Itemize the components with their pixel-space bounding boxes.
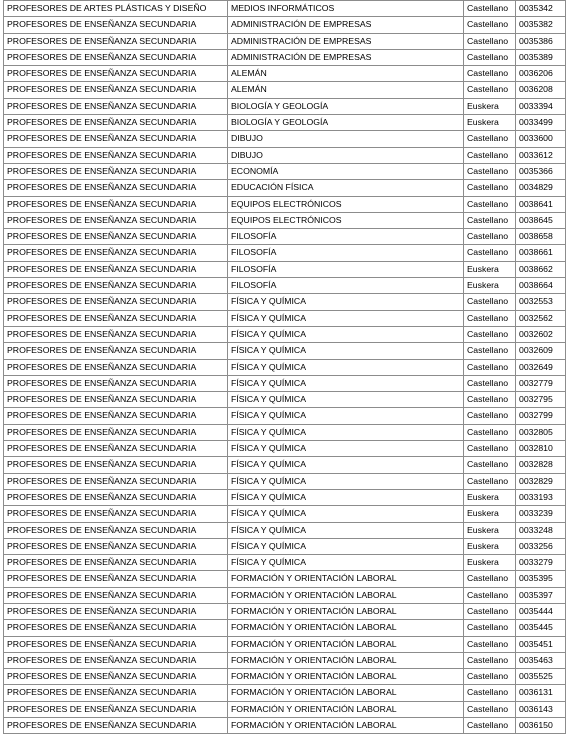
codigo-cell: 0035389 [516, 49, 566, 65]
cuerpo-cell: PROFESORES DE ENSEÑANZA SECUNDARIA [4, 522, 228, 538]
especialidad-cell: FORMACIÓN Y ORIENTACIÓN LABORAL [228, 587, 464, 603]
especialidad-cell: FILOSOFÍA [228, 229, 464, 245]
codigo-cell: 0038641 [516, 196, 566, 212]
codigo-cell: 0032562 [516, 310, 566, 326]
codigo-cell: 0033499 [516, 115, 566, 131]
table-row [4, 718, 566, 734]
especialidad-cell: FÍSICA Y QUÍMICA [228, 326, 464, 342]
idioma-cell: Euskera [464, 98, 516, 114]
especialidad-cell: FORMACIÓN Y ORIENTACIÓN LABORAL [228, 701, 464, 717]
codigo-cell: 0032829 [516, 473, 566, 489]
cuerpo-cell: PROFESORES DE ENSEÑANZA SECUNDARIA [4, 163, 228, 179]
especialidad-cell: FÍSICA Y QUÍMICA [228, 457, 464, 473]
cuerpo-cell: PROFESORES DE ENSEÑANZA SECUNDARIA [4, 506, 228, 522]
especialidad-cell: FÍSICA Y QUÍMICA [228, 424, 464, 440]
document-page [3, 0, 565, 734]
cuerpo-cell: PROFESORES DE ENSEÑANZA SECUNDARIA [4, 326, 228, 342]
cuerpo-cell: PROFESORES DE ENSEÑANZA SECUNDARIA [4, 310, 228, 326]
cuerpo-cell: PROFESORES DE ENSEÑANZA SECUNDARIA [4, 147, 228, 163]
idioma-cell: Euskera [464, 261, 516, 277]
codigo-cell: 0033279 [516, 555, 566, 571]
cuerpo-cell: PROFESORES DE ENSEÑANZA SECUNDARIA [4, 685, 228, 701]
cuerpo-cell: PROFESORES DE ENSEÑANZA SECUNDARIA [4, 441, 228, 457]
cuerpo-cell: PROFESORES DE ENSEÑANZA SECUNDARIA [4, 196, 228, 212]
table-row [4, 212, 566, 228]
especialidad-cell: EQUIPOS ELECTRÓNICOS [228, 196, 464, 212]
codigo-cell: 0035395 [516, 571, 566, 587]
table-row [4, 669, 566, 685]
idioma-cell: Castellano [464, 587, 516, 603]
codigo-cell: 0038664 [516, 278, 566, 294]
idioma-cell: Castellano [464, 701, 516, 717]
idioma-cell: Euskera [464, 489, 516, 505]
idioma-cell: Castellano [464, 147, 516, 163]
codigo-cell: 0032795 [516, 392, 566, 408]
idioma-cell: Euskera [464, 506, 516, 522]
especialidad-cell: FÍSICA Y QUÍMICA [228, 489, 464, 505]
idioma-cell: Euskera [464, 115, 516, 131]
codigo-cell: 0036206 [516, 66, 566, 82]
codigo-cell: 0035342 [516, 1, 566, 17]
codigo-cell: 0035445 [516, 620, 566, 636]
codigo-cell: 0035382 [516, 17, 566, 33]
idioma-cell: Castellano [464, 212, 516, 228]
especialidad-cell: DIBUJO [228, 131, 464, 147]
table-row [4, 424, 566, 440]
cuerpo-cell: PROFESORES DE ENSEÑANZA SECUNDARIA [4, 538, 228, 554]
especialidad-cell: FÍSICA Y QUÍMICA [228, 359, 464, 375]
cuerpo-cell: PROFESORES DE ENSEÑANZA SECUNDARIA [4, 294, 228, 310]
idioma-cell: Castellano [464, 294, 516, 310]
table-row [4, 506, 566, 522]
table-row [4, 131, 566, 147]
especialidad-cell: BIOLOGÍA Y GEOLOGÍA [228, 98, 464, 114]
cuerpo-cell: PROFESORES DE ENSEÑANZA SECUNDARIA [4, 636, 228, 652]
idioma-cell: Euskera [464, 522, 516, 538]
especialidad-cell: BIOLOGÍA Y GEOLOGÍA [228, 115, 464, 131]
idioma-cell: Castellano [464, 408, 516, 424]
table-row [4, 17, 566, 33]
positions-table [3, 0, 566, 734]
cuerpo-cell: PROFESORES DE ENSEÑANZA SECUNDARIA [4, 555, 228, 571]
idioma-cell: Castellano [464, 82, 516, 98]
especialidad-cell: MEDIOS INFORMÁTICOS [228, 1, 464, 17]
table-row [4, 310, 566, 326]
idioma-cell: Castellano [464, 196, 516, 212]
idioma-cell: Castellano [464, 718, 516, 734]
codigo-cell: 0035397 [516, 587, 566, 603]
idioma-cell: Castellano [464, 424, 516, 440]
table-row [4, 555, 566, 571]
especialidad-cell: FÍSICA Y QUÍMICA [228, 310, 464, 326]
table-row [4, 441, 566, 457]
especialidad-cell: FORMACIÓN Y ORIENTACIÓN LABORAL [228, 571, 464, 587]
cuerpo-cell: PROFESORES DE ENSEÑANZA SECUNDARIA [4, 98, 228, 114]
codigo-cell: 0032602 [516, 326, 566, 342]
cuerpo-cell: PROFESORES DE ARTES PLÁSTICAS Y DISEÑO [4, 1, 228, 17]
table-row [4, 66, 566, 82]
cuerpo-cell: PROFESORES DE ENSEÑANZA SECUNDARIA [4, 473, 228, 489]
codigo-cell: 0035525 [516, 669, 566, 685]
codigo-cell: 0038658 [516, 229, 566, 245]
idioma-cell: Castellano [464, 245, 516, 261]
idioma-cell: Castellano [464, 163, 516, 179]
idioma-cell: Castellano [464, 343, 516, 359]
table-row [4, 652, 566, 668]
codigo-cell: 0032553 [516, 294, 566, 310]
codigo-cell: 0035463 [516, 652, 566, 668]
idioma-cell: Castellano [464, 180, 516, 196]
table-row [4, 229, 566, 245]
especialidad-cell: FÍSICA Y QUÍMICA [228, 408, 464, 424]
table-row [4, 1, 566, 17]
especialidad-cell: FORMACIÓN Y ORIENTACIÓN LABORAL [228, 620, 464, 636]
table-row [4, 538, 566, 554]
codigo-cell: 0035444 [516, 603, 566, 619]
cuerpo-cell: PROFESORES DE ENSEÑANZA SECUNDARIA [4, 620, 228, 636]
table-row [4, 571, 566, 587]
table-row [4, 587, 566, 603]
especialidad-cell: FÍSICA Y QUÍMICA [228, 538, 464, 554]
idioma-cell: Castellano [464, 229, 516, 245]
table-row [4, 701, 566, 717]
table-row [4, 489, 566, 505]
cuerpo-cell: PROFESORES DE ENSEÑANZA SECUNDARIA [4, 66, 228, 82]
table-row [4, 245, 566, 261]
table-row [4, 522, 566, 538]
codigo-cell: 0035386 [516, 33, 566, 49]
especialidad-cell: FÍSICA Y QUÍMICA [228, 343, 464, 359]
cuerpo-cell: PROFESORES DE ENSEÑANZA SECUNDARIA [4, 33, 228, 49]
especialidad-cell: FÍSICA Y QUÍMICA [228, 294, 464, 310]
especialidad-cell: FORMACIÓN Y ORIENTACIÓN LABORAL [228, 652, 464, 668]
table-row [4, 180, 566, 196]
table-row [4, 82, 566, 98]
especialidad-cell: DIBUJO [228, 147, 464, 163]
cuerpo-cell: PROFESORES DE ENSEÑANZA SECUNDARIA [4, 17, 228, 33]
idioma-cell: Castellano [464, 652, 516, 668]
cuerpo-cell: PROFESORES DE ENSEÑANZA SECUNDARIA [4, 408, 228, 424]
idioma-cell: Castellano [464, 603, 516, 619]
cuerpo-cell: PROFESORES DE ENSEÑANZA SECUNDARIA [4, 131, 228, 147]
especialidad-cell: FILOSOFÍA [228, 245, 464, 261]
cuerpo-cell: PROFESORES DE ENSEÑANZA SECUNDARIA [4, 359, 228, 375]
especialidad-cell: FÍSICA Y QUÍMICA [228, 441, 464, 457]
table-row [4, 278, 566, 294]
especialidad-cell: FÍSICA Y QUÍMICA [228, 392, 464, 408]
cuerpo-cell: PROFESORES DE ENSEÑANZA SECUNDARIA [4, 261, 228, 277]
codigo-cell: 0036143 [516, 701, 566, 717]
codigo-cell: 0032805 [516, 424, 566, 440]
idioma-cell: Euskera [464, 278, 516, 294]
idioma-cell: Castellano [464, 473, 516, 489]
especialidad-cell: ECONOMÍA [228, 163, 464, 179]
especialidad-cell: FÍSICA Y QUÍMICA [228, 473, 464, 489]
especialidad-cell: ALEMÁN [228, 82, 464, 98]
table-row [4, 636, 566, 652]
table-row [4, 603, 566, 619]
idioma-cell: Castellano [464, 66, 516, 82]
codigo-cell: 0033256 [516, 538, 566, 554]
idioma-cell: Castellano [464, 457, 516, 473]
idioma-cell: Euskera [464, 555, 516, 571]
especialidad-cell: EDUCACIÓN FÍSICA [228, 180, 464, 196]
cuerpo-cell: PROFESORES DE ENSEÑANZA SECUNDARIA [4, 669, 228, 685]
codigo-cell: 0033612 [516, 147, 566, 163]
especialidad-cell: FORMACIÓN Y ORIENTACIÓN LABORAL [228, 718, 464, 734]
codigo-cell: 0035366 [516, 163, 566, 179]
especialidad-cell: ADMINISTRACIÓN DE EMPRESAS [228, 33, 464, 49]
codigo-cell: 0032609 [516, 343, 566, 359]
table-row [4, 294, 566, 310]
codigo-cell: 0033248 [516, 522, 566, 538]
table-row [4, 457, 566, 473]
especialidad-cell: FÍSICA Y QUÍMICA [228, 555, 464, 571]
codigo-cell: 0034829 [516, 180, 566, 196]
cuerpo-cell: PROFESORES DE ENSEÑANZA SECUNDARIA [4, 375, 228, 391]
idioma-cell: Castellano [464, 669, 516, 685]
cuerpo-cell: PROFESORES DE ENSEÑANZA SECUNDARIA [4, 343, 228, 359]
table-row [4, 115, 566, 131]
especialidad-cell: ADMINISTRACIÓN DE EMPRESAS [228, 49, 464, 65]
idioma-cell: Castellano [464, 33, 516, 49]
cuerpo-cell: PROFESORES DE ENSEÑANZA SECUNDARIA [4, 82, 228, 98]
cuerpo-cell: PROFESORES DE ENSEÑANZA SECUNDARIA [4, 718, 228, 734]
table-row [4, 98, 566, 114]
table-row [4, 196, 566, 212]
idioma-cell: Castellano [464, 571, 516, 587]
codigo-cell: 0038662 [516, 261, 566, 277]
idioma-cell: Castellano [464, 326, 516, 342]
table-row [4, 620, 566, 636]
codigo-cell: 0032649 [516, 359, 566, 375]
especialidad-cell: ALEMÁN [228, 66, 464, 82]
codigo-cell: 0032779 [516, 375, 566, 391]
cuerpo-cell: PROFESORES DE ENSEÑANZA SECUNDARIA [4, 489, 228, 505]
idioma-cell: Castellano [464, 685, 516, 701]
codigo-cell: 0036208 [516, 82, 566, 98]
especialidad-cell: FORMACIÓN Y ORIENTACIÓN LABORAL [228, 669, 464, 685]
codigo-cell: 0033394 [516, 98, 566, 114]
especialidad-cell: FÍSICA Y QUÍMICA [228, 375, 464, 391]
table-row [4, 33, 566, 49]
especialidad-cell: FORMACIÓN Y ORIENTACIÓN LABORAL [228, 636, 464, 652]
table-row [4, 392, 566, 408]
table-row [4, 473, 566, 489]
positions-table-body [4, 1, 566, 734]
cuerpo-cell: PROFESORES DE ENSEÑANZA SECUNDARIA [4, 457, 228, 473]
idioma-cell: Castellano [464, 1, 516, 17]
idioma-cell: Castellano [464, 131, 516, 147]
codigo-cell: 0038645 [516, 212, 566, 228]
codigo-cell: 0033600 [516, 131, 566, 147]
cuerpo-cell: PROFESORES DE ENSEÑANZA SECUNDARIA [4, 180, 228, 196]
cuerpo-cell: PROFESORES DE ENSEÑANZA SECUNDARIA [4, 424, 228, 440]
codigo-cell: 0033193 [516, 489, 566, 505]
especialidad-cell: FORMACIÓN Y ORIENTACIÓN LABORAL [228, 603, 464, 619]
cuerpo-cell: PROFESORES DE ENSEÑANZA SECUNDARIA [4, 603, 228, 619]
especialidad-cell: EQUIPOS ELECTRÓNICOS [228, 212, 464, 228]
codigo-cell: 0032828 [516, 457, 566, 473]
table-row [4, 147, 566, 163]
idioma-cell: Castellano [464, 310, 516, 326]
idioma-cell: Castellano [464, 392, 516, 408]
especialidad-cell: ADMINISTRACIÓN DE EMPRESAS [228, 17, 464, 33]
idioma-cell: Castellano [464, 359, 516, 375]
codigo-cell: 0032810 [516, 441, 566, 457]
cuerpo-cell: PROFESORES DE ENSEÑANZA SECUNDARIA [4, 229, 228, 245]
codigo-cell: 0032799 [516, 408, 566, 424]
cuerpo-cell: PROFESORES DE ENSEÑANZA SECUNDARIA [4, 212, 228, 228]
table-row [4, 326, 566, 342]
idioma-cell: Castellano [464, 441, 516, 457]
codigo-cell: 0036150 [516, 718, 566, 734]
table-row [4, 49, 566, 65]
codigo-cell: 0033239 [516, 506, 566, 522]
idioma-cell: Castellano [464, 17, 516, 33]
cuerpo-cell: PROFESORES DE ENSEÑANZA SECUNDARIA [4, 278, 228, 294]
codigo-cell: 0036131 [516, 685, 566, 701]
especialidad-cell: FÍSICA Y QUÍMICA [228, 522, 464, 538]
idioma-cell: Castellano [464, 636, 516, 652]
especialidad-cell: FILOSOFÍA [228, 261, 464, 277]
table-row [4, 261, 566, 277]
cuerpo-cell: PROFESORES DE ENSEÑANZA SECUNDARIA [4, 587, 228, 603]
codigo-cell: 0038661 [516, 245, 566, 261]
especialidad-cell: FÍSICA Y QUÍMICA [228, 506, 464, 522]
table-row [4, 685, 566, 701]
table-row [4, 163, 566, 179]
table-row [4, 375, 566, 391]
idioma-cell: Euskera [464, 538, 516, 554]
cuerpo-cell: PROFESORES DE ENSEÑANZA SECUNDARIA [4, 392, 228, 408]
table-row [4, 359, 566, 375]
cuerpo-cell: PROFESORES DE ENSEÑANZA SECUNDARIA [4, 701, 228, 717]
idioma-cell: Castellano [464, 375, 516, 391]
codigo-cell: 0035451 [516, 636, 566, 652]
cuerpo-cell: PROFESORES DE ENSEÑANZA SECUNDARIA [4, 652, 228, 668]
especialidad-cell: FORMACIÓN Y ORIENTACIÓN LABORAL [228, 685, 464, 701]
cuerpo-cell: PROFESORES DE ENSEÑANZA SECUNDARIA [4, 245, 228, 261]
cuerpo-cell: PROFESORES DE ENSEÑANZA SECUNDARIA [4, 115, 228, 131]
table-row [4, 343, 566, 359]
cuerpo-cell: PROFESORES DE ENSEÑANZA SECUNDARIA [4, 49, 228, 65]
cuerpo-cell: PROFESORES DE ENSEÑANZA SECUNDARIA [4, 571, 228, 587]
table-row [4, 408, 566, 424]
idioma-cell: Castellano [464, 49, 516, 65]
idioma-cell: Castellano [464, 620, 516, 636]
especialidad-cell: FILOSOFÍA [228, 278, 464, 294]
